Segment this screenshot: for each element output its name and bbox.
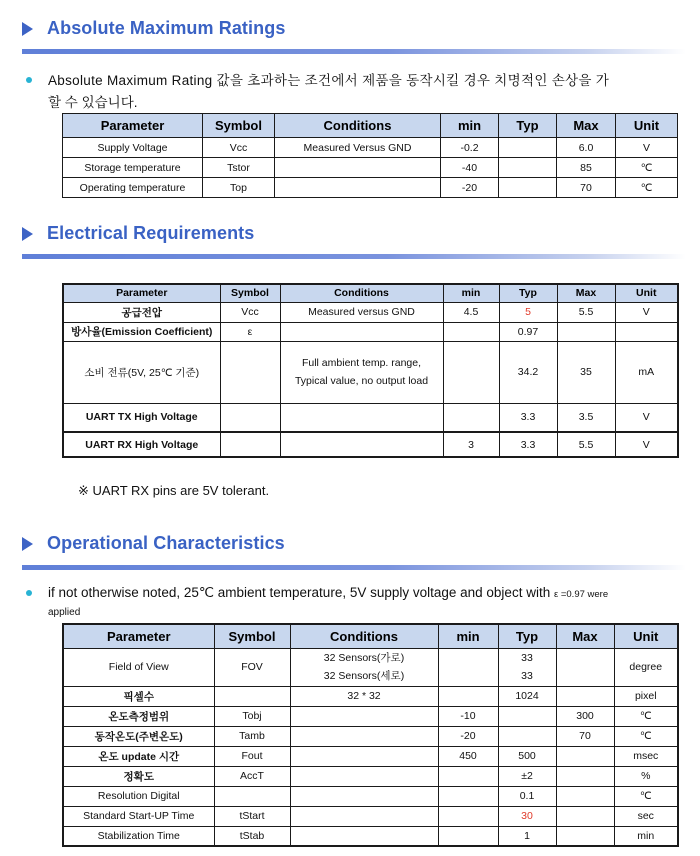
header-cell: Symbol <box>220 284 280 302</box>
table-cell <box>290 766 438 786</box>
bullet-icon <box>26 590 32 596</box>
table-cell: 300 <box>556 706 614 726</box>
condition-line: Full ambient temp. range, <box>301 357 422 369</box>
table-cell: 35 <box>557 341 615 403</box>
typ-line: 33 <box>521 652 533 664</box>
table-header-row <box>63 624 678 648</box>
section-title: Absolute Maximum Ratings <box>47 18 286 38</box>
table-cell <box>443 403 499 432</box>
table-cell: 70 <box>557 178 616 198</box>
table-cell: 온도 update 시간 <box>63 746 214 766</box>
table-cell: 6.0 <box>557 138 616 158</box>
table-cell <box>280 403 443 432</box>
table-row <box>63 138 678 158</box>
table-cell: 1024 <box>498 686 556 706</box>
header-cell: Max <box>557 114 616 138</box>
fov-conditions-cell <box>290 648 438 686</box>
table-cell: 3.3 <box>499 432 557 457</box>
table-cell: -40 <box>441 158 499 178</box>
absolute-max-table <box>62 113 678 198</box>
section-divider <box>22 565 686 570</box>
table-cell: Resolution Digital <box>63 786 214 806</box>
table-cell <box>615 322 678 341</box>
table-row <box>63 806 678 826</box>
typ-line: 33 <box>521 670 533 682</box>
header-cell: Symbol <box>203 114 275 138</box>
table-cell: UART TX High Voltage <box>63 403 220 432</box>
table-cell: AccT <box>214 766 290 786</box>
table-cell: Operating temperature <box>63 178 203 198</box>
table-cell: 30 <box>498 806 556 826</box>
table-cell: V <box>615 302 678 322</box>
table-cell: 3.3 <box>499 403 557 432</box>
bullet-icon <box>26 77 32 83</box>
table-cell: 소비 전류(5V, 25℃ 기준) <box>63 341 220 403</box>
header-cell: Max <box>556 624 614 648</box>
header-cell: Typ <box>499 114 557 138</box>
table-cell: % <box>614 766 678 786</box>
table-cell <box>556 766 614 786</box>
table-cell: ε <box>220 322 280 341</box>
table-cell <box>556 806 614 826</box>
table-header-row <box>63 114 678 138</box>
table-cell: 픽셀수 <box>63 686 214 706</box>
table-cell: 온도측정범위 <box>63 706 214 726</box>
table-cell: Measured Versus GND <box>275 138 441 158</box>
table-cell: FOV <box>214 648 290 686</box>
table-cell <box>556 746 614 766</box>
table-row <box>63 302 678 322</box>
table-cell: Tamb <box>214 726 290 746</box>
table-cell: pixel <box>614 686 678 706</box>
table-cell <box>290 726 438 746</box>
header-cell: min <box>438 624 498 648</box>
table-cell: -10 <box>438 706 498 726</box>
table-cell: 450 <box>438 746 498 766</box>
table-row <box>63 766 678 786</box>
table-cell <box>556 786 614 806</box>
electrical-requirements-table <box>62 283 679 458</box>
section-divider <box>22 254 686 259</box>
table-cell <box>556 826 614 846</box>
header-cell: min <box>443 284 499 302</box>
table-row <box>63 432 678 457</box>
header-cell: Conditions <box>280 284 443 302</box>
section-title: Electrical Requirements <box>47 223 255 243</box>
table-cell: 5.5 <box>557 302 615 322</box>
table-cell <box>499 138 557 158</box>
table-cell: 방사율(Emission Coefficient) <box>63 322 220 341</box>
table-cell: 70 <box>556 726 614 746</box>
table-cell: tStab <box>214 826 290 846</box>
table-cell <box>556 648 614 686</box>
table-cell <box>438 806 498 826</box>
table-cell: ±2 <box>498 766 556 786</box>
table-cell: V <box>615 432 678 457</box>
table-cell: 34.2 <box>499 341 557 403</box>
table-cell <box>499 178 557 198</box>
table-cell <box>438 826 498 846</box>
bullet-text-line2: 할 수 있습니다. <box>48 95 138 110</box>
section-heading-absolute-max <box>22 18 285 39</box>
table-cell <box>275 178 441 198</box>
table-cell <box>214 686 290 706</box>
bullet-text-line1: if not otherwise noted, 25℃ ambient temperature, 5V supply voltage and object with <box>48 585 551 600</box>
table-cell: 정확도 <box>63 766 214 786</box>
section-arrow-icon <box>22 537 33 551</box>
table-header-row <box>63 284 678 302</box>
bullet-text-line1: Absolute Maximum Rating 값을 초과하는 조건에서 제품을 동작시킬 경우 치명적인 손상을 가 <box>48 73 610 88</box>
table-cell: 동작온도(주변온도) <box>63 726 214 746</box>
table-cell: Fout <box>214 746 290 766</box>
table-row <box>63 648 678 686</box>
table-row <box>63 826 678 846</box>
table-cell: mA <box>615 341 678 403</box>
table-cell <box>220 432 280 457</box>
table-cell: Standard Start-UP Time <box>63 806 214 826</box>
table-cell: Field of View <box>63 648 214 686</box>
table-cell <box>443 341 499 403</box>
header-cell: Parameter <box>63 284 220 302</box>
table-cell: V <box>615 403 678 432</box>
table-cell: Storage temperature <box>63 158 203 178</box>
bullet-text-line2: applied <box>48 607 81 618</box>
table-cell <box>443 322 499 341</box>
table-cell: Stabilization Time <box>63 826 214 846</box>
current-conditions-cell <box>280 341 443 403</box>
table-cell <box>275 158 441 178</box>
table-cell: Tstor <box>203 158 275 178</box>
table-cell: 3.5 <box>557 403 615 432</box>
header-cell: Unit <box>616 114 678 138</box>
section-arrow-icon <box>22 227 33 241</box>
table-cell: tStart <box>214 806 290 826</box>
table-cell <box>290 706 438 726</box>
table-row <box>63 786 678 806</box>
header-cell: min <box>441 114 499 138</box>
header-cell: Unit <box>615 284 678 302</box>
table-row <box>63 341 678 403</box>
header-cell: Typ <box>498 624 556 648</box>
table-cell <box>438 648 498 686</box>
bullet-paragraph <box>48 583 682 621</box>
table-cell: Vcc <box>203 138 275 158</box>
table-cell <box>557 322 615 341</box>
table-cell <box>220 341 280 403</box>
header-cell: Symbol <box>214 624 290 648</box>
table-cell: min <box>614 826 678 846</box>
table-cell: -20 <box>438 726 498 746</box>
operational-characteristics-table <box>62 623 679 847</box>
table-cell <box>556 686 614 706</box>
table-cell: ℃ <box>614 786 678 806</box>
table-row <box>63 322 678 341</box>
section-heading-electrical <box>22 223 254 244</box>
condition-line: Typical value, no output load <box>294 375 429 387</box>
table-cell <box>220 403 280 432</box>
table-cell <box>280 432 443 457</box>
table-cell: degree <box>614 648 678 686</box>
tolerance-note: ※ UART RX pins are 5V tolerant. <box>78 483 270 498</box>
header-cell: Parameter <box>63 624 214 648</box>
table-cell <box>290 826 438 846</box>
table-cell <box>214 786 290 806</box>
table-cell: 85 <box>557 158 616 178</box>
header-cell: Conditions <box>290 624 438 648</box>
table-cell <box>280 322 443 341</box>
header-cell: Unit <box>614 624 678 648</box>
table-cell <box>290 746 438 766</box>
table-cell <box>438 766 498 786</box>
table-cell <box>290 806 438 826</box>
table-cell: ℃ <box>616 158 678 178</box>
table-cell: Top <box>203 178 275 198</box>
table-cell: ℃ <box>614 726 678 746</box>
section-heading-operational <box>22 533 285 554</box>
section-divider <box>22 49 686 54</box>
table-row <box>63 706 678 726</box>
section-title: Operational Characteristics <box>47 533 285 553</box>
table-cell: 3 <box>443 432 499 457</box>
table-row <box>63 158 678 178</box>
table-cell: ℃ <box>616 178 678 198</box>
bullet-paragraph <box>48 70 672 114</box>
table-row <box>63 403 678 432</box>
table-cell: msec <box>614 746 678 766</box>
condition-line: 32 Sensors(세로) <box>323 670 405 682</box>
table-cell <box>438 786 498 806</box>
header-cell: Conditions <box>275 114 441 138</box>
table-cell: -0.2 <box>441 138 499 158</box>
header-cell: Typ <box>499 284 557 302</box>
table-cell: V <box>616 138 678 158</box>
table-cell: UART RX High Voltage <box>63 432 220 457</box>
table-row <box>63 726 678 746</box>
table-cell: 32 * 32 <box>290 686 438 706</box>
table-row <box>63 178 678 198</box>
table-cell <box>498 706 556 726</box>
table-cell: Tobj <box>214 706 290 726</box>
table-cell: Supply Voltage <box>63 138 203 158</box>
table-cell: 1 <box>498 826 556 846</box>
table-cell <box>290 786 438 806</box>
table-cell <box>438 686 498 706</box>
table-cell: 공급전압 <box>63 302 220 322</box>
header-cell: Parameter <box>63 114 203 138</box>
table-row <box>63 746 678 766</box>
table-cell: 0.97 <box>499 322 557 341</box>
header-cell: Max <box>557 284 615 302</box>
table-cell: 500 <box>498 746 556 766</box>
bullet-text-small: ε =0.97 were <box>553 589 609 600</box>
table-cell: -20 <box>441 178 499 198</box>
table-cell: Measured versus GND <box>280 302 443 322</box>
table-row <box>63 686 678 706</box>
table-cell: 0.1 <box>498 786 556 806</box>
table-cell: 5.5 <box>557 432 615 457</box>
fov-typ-cell <box>498 648 556 686</box>
table-cell: 5 <box>499 302 557 322</box>
table-cell: sec <box>614 806 678 826</box>
table-cell: ℃ <box>614 706 678 726</box>
table-cell: Vcc <box>220 302 280 322</box>
section-arrow-icon <box>22 22 33 36</box>
table-cell: 4.5 <box>443 302 499 322</box>
condition-line: 32 Sensors(가로) <box>323 652 405 664</box>
table-cell <box>499 158 557 178</box>
table-cell <box>498 726 556 746</box>
